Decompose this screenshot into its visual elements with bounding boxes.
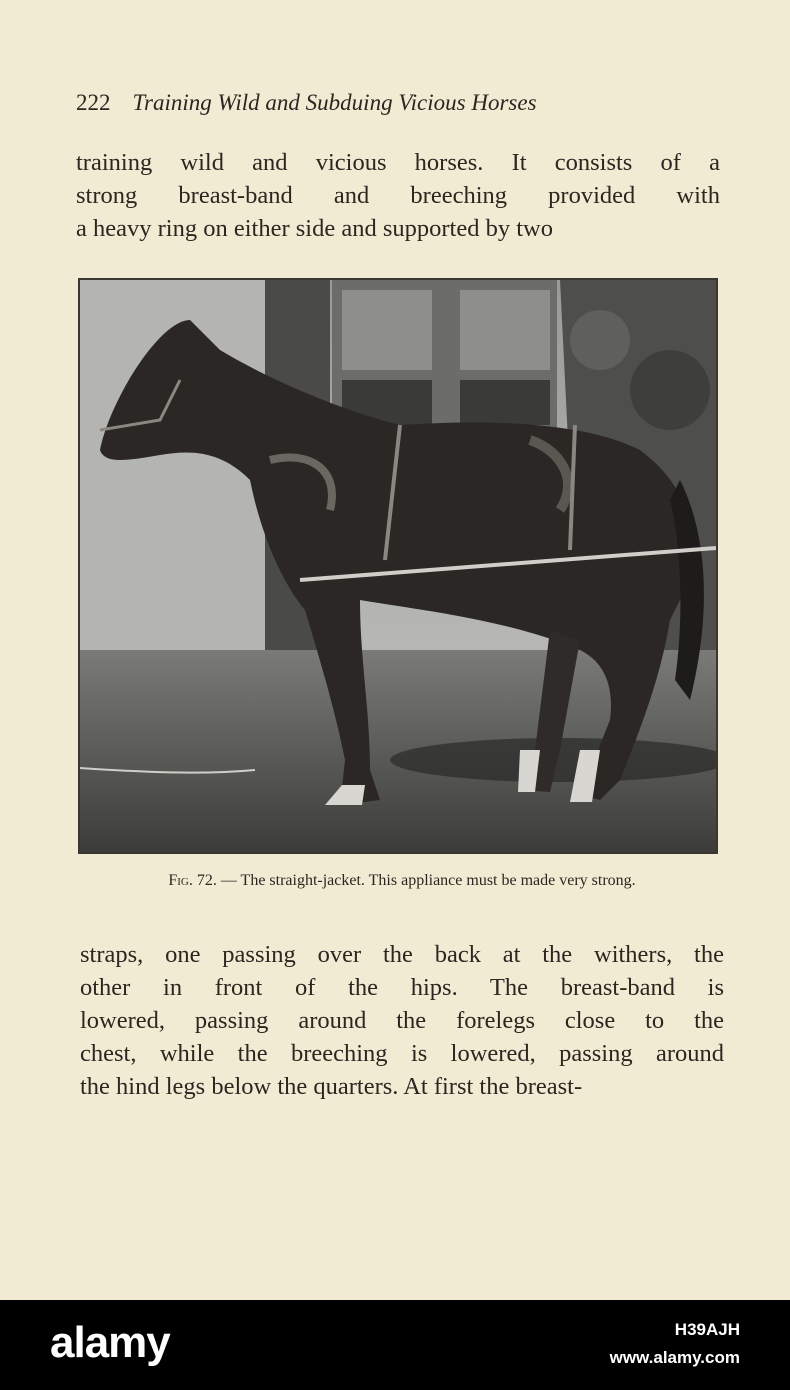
text-line: the hind legs below the quarters. At first the breast- [80,1073,583,1100]
brand-logo: alamy [50,1318,170,1367]
text-line: straps, one passing over the back at the withers, the [80,941,724,968]
paragraph-bottom [80,938,724,1103]
text-line: training wild and vicious horses. It consists of a [76,149,720,176]
text-line: chest, while the breeching is lowered, passing around [80,1040,724,1067]
caption-text: — The straight-jacket. This appliance must be made very strong. [216,872,636,889]
horse-photo-illustration [80,280,716,852]
image-code: H39AJH [674,1320,740,1339]
site-url: www.alamy.com [609,1348,740,1367]
figure-label: Fig. 72. [168,872,217,889]
stock-footer-bar [0,1300,790,1390]
running-head [76,90,716,116]
figure-photo [78,278,718,854]
text-line: lowered, passing around the forelegs close to the [80,1007,724,1034]
text-line: strong breast-band and breeching provided with [76,182,720,209]
text-line: other in front of the hips. The breast-band is [80,974,724,1001]
page-number: 222 [76,90,111,115]
running-title: Training Wild and Subduing Vicious Horses [132,90,537,115]
text-line: a heavy ring on either side and supported by two [76,215,553,242]
figure-caption [78,870,726,891]
paragraph-top [76,146,720,245]
